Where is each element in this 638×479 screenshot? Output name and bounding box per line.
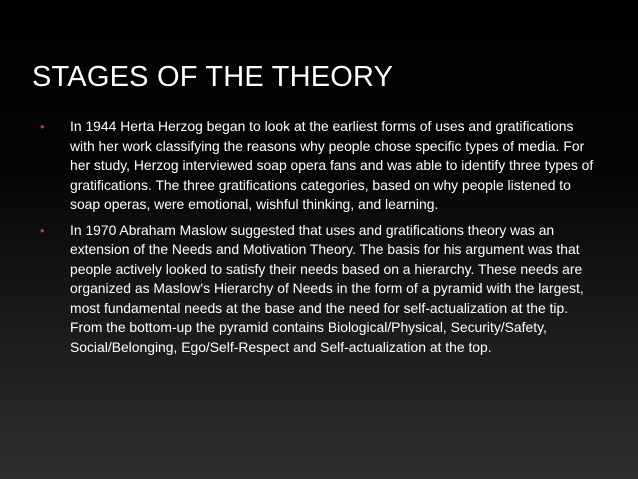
bullet-item-maslow bbox=[40, 221, 600, 358]
bullet-list bbox=[40, 117, 600, 363]
slide-title: STAGES OF THE THEORY bbox=[32, 61, 394, 93]
bullet-dot-icon: • bbox=[40, 119, 45, 134]
bullet-item-herzog bbox=[40, 117, 600, 215]
bullet-text: In 1970 Abraham Maslow suggested that uses and gratifications theory was an extension of the Needs and Motivation Theory. The basis for his argument was that people actively looked to satisfy their needs based on a hierarchy. These needs are organized as Maslow's Hierarchy of Needs in the form of a pyramid with the largest, most fundamental needs at the base and the need for self-actualization at the tip. From the bottom-up the pyramid contains Biological/Physical, Security/Safety, Social/Belonging, Ego/Self-Respect and Self-actualization at the top. bbox=[70, 221, 584, 355]
bullet-text: In 1944 Herta Herzog began to look at the earliest forms of uses and gratifications with her work classifying the reasons why people chose specific types of media. For her study, Herzog interviewed soap opera fans and was able to identify three types of gratifications. The three gratifications categories, based on why people listened to soap operas, were emotional, wishful thinking, and learning. bbox=[70, 118, 594, 212]
bullet-dot-icon: • bbox=[40, 222, 45, 238]
